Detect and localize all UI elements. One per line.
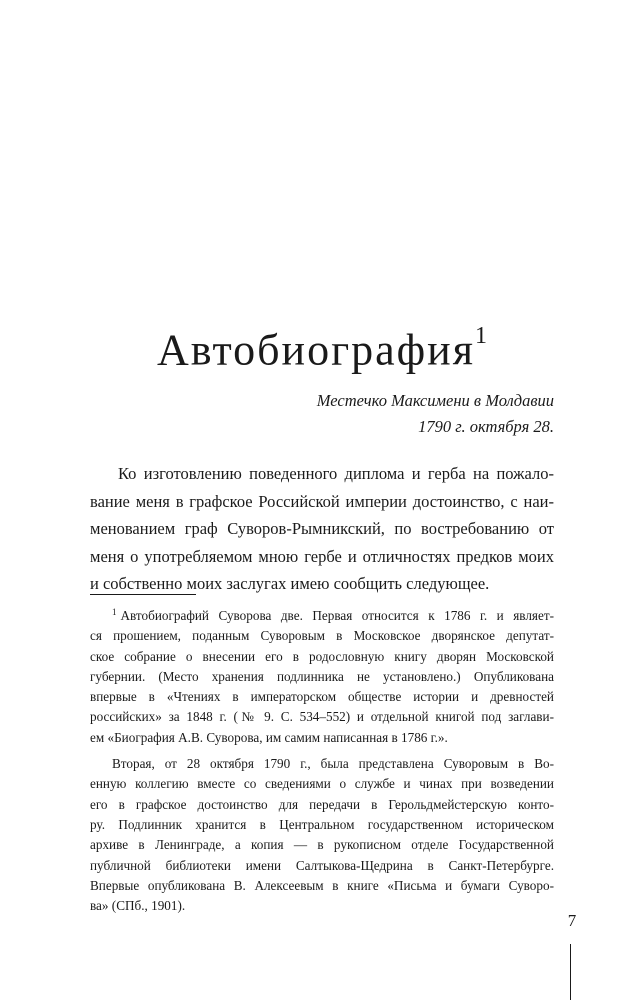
main-line: меня о употребляемом мною гербе и отличностях предков моих — [90, 546, 554, 566]
main-line: менованием граф Суворов-Рымникский, по востребованию от — [90, 519, 554, 538]
page-margin-rule — [570, 944, 571, 1000]
footnote-line: Вторая, от 28 октября 1790 г., была представлена Суворовым в Во- — [112, 756, 554, 772]
footnote-line: публичной библиотеки имени Салтыкова-Щедрина в Санкт-Петербурге. — [90, 857, 554, 873]
footnote-line: ся прошением, поданным Суворовым в Московское дворянское депутат- — [90, 628, 554, 644]
main-line: и собственно моих заслугах имею сообщить следующее. — [90, 574, 490, 593]
footnote-line: впервые в «Чтениях в императорском обществе истории и древностей — [90, 689, 554, 705]
page-number: 7 — [567, 911, 577, 930]
main-paragraph — [90, 460, 554, 598]
footnote-line: его в графское достоинство для передачи в Герольдмейстерскую конто- — [90, 796, 554, 812]
footnote-line: Впервые опубликована В. Алексеевым в книге «Письма и бумаги Суворо- — [90, 877, 554, 893]
footnote-line-text: Автобиографий Суворова две. Первая относится к 1786 г. и являет- — [120, 608, 554, 623]
footnote — [90, 606, 554, 916]
footnote-line: ем «Биография А.В. Суворова, им самим написанная в 1786 г.». — [90, 729, 448, 745]
footnote-line: ру. Подлинник хранится в Центральном государственном историческом — [90, 816, 554, 832]
footnote-line — [90, 606, 554, 626]
main-line: Ко изготовлению поведенного диплома и герба на пожало- — [118, 464, 554, 483]
page-title — [0, 312, 644, 381]
dateline-date: 1790 г. октября 28. — [418, 417, 554, 436]
title-text: Автобиография — [157, 325, 475, 375]
title-footnote-ref[interactable]: 1 — [474, 323, 487, 349]
footnote-line: губернии. (Место хранения подлинника не установлено.) Опубликована — [90, 668, 554, 684]
footnote-line: ское собрание о внесении его в родословную книгу дворян Московской — [90, 648, 554, 664]
dateline-place: Местечко Максимени в Молдавии — [316, 391, 554, 410]
main-line: вание меня в графское Российской империи достоинство, с наи- — [90, 491, 554, 511]
footnote-line: архиве в Ленинграде, а копия — в рукописном отделе Государственной — [90, 837, 554, 853]
footnote-divider — [90, 594, 196, 595]
footnote-line: российских» за 1848 г. (№ 9. С. 534–552) и отдельной книгой под заглави- — [90, 709, 554, 725]
footnote-line: енную коллегию вместе со сведениями о службе и чинах при возведении — [90, 776, 554, 792]
footnote-marker: 1 — [112, 607, 117, 617]
footnote-line: ва» (СПб., 1901). — [90, 898, 186, 914]
